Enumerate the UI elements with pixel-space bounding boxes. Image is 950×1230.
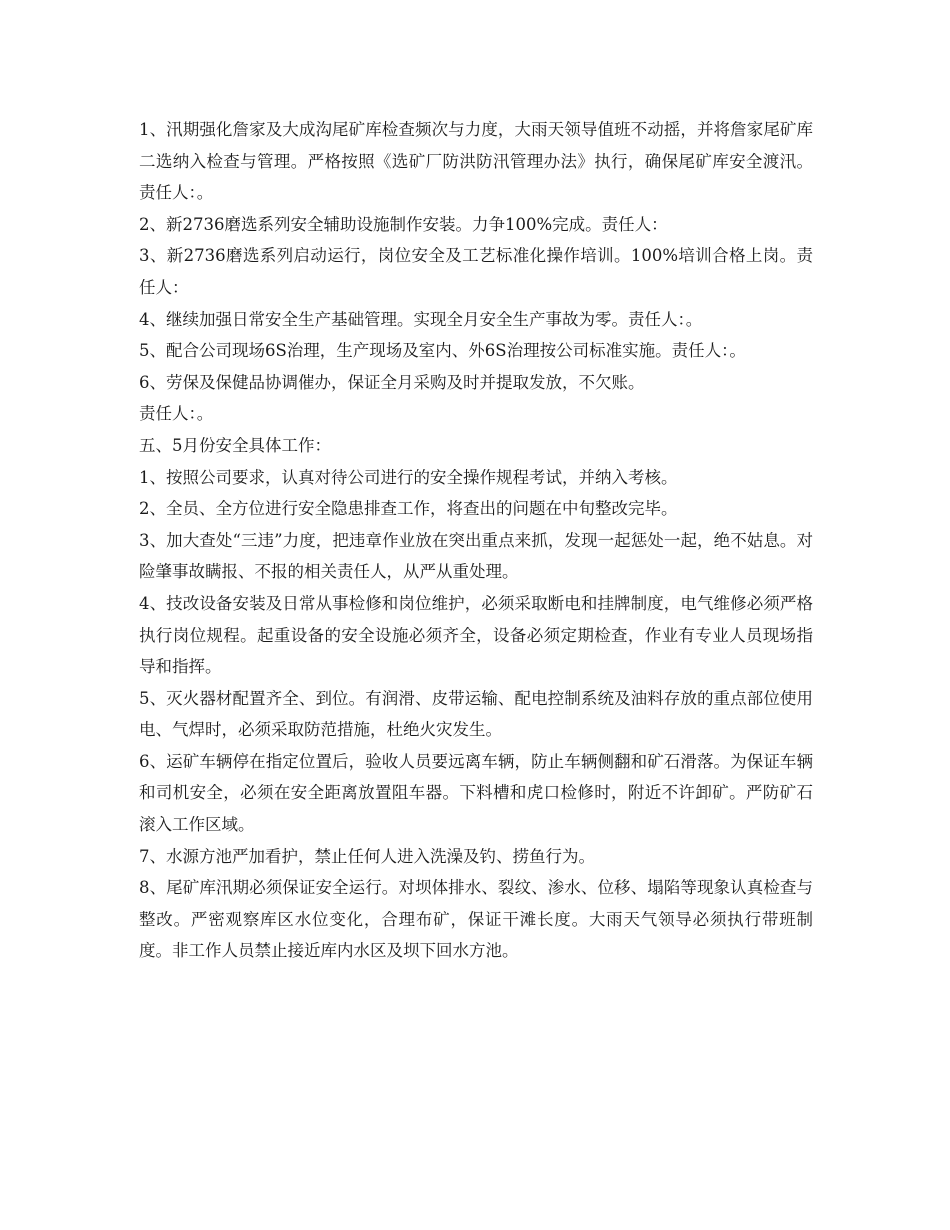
paragraph-safety-facility-install: 2、新2736磨选系列安全辅助设施制作安装。力争100%完成。责任人： xyxy=(139,214,668,234)
paragraph-three-violations: 3、加大查处“三违”力度，把违章作业放在突出重点来抓，发现一起惩处一起，绝不姑息。对险肇事故瞒报、不报的相关责任人，从严从重处理。 xyxy=(139,530,813,582)
paragraph-daily-safety-management: 4、继续加强日常安全生产基础管理。实现全月安全生产事故为零。责任人：。 xyxy=(139,309,703,329)
paragraph-safety-exam: 1、按照公司要求，认真对待公司进行的安全操作规程考试，并纳入考核。 xyxy=(139,467,678,487)
paragraph-ore-vehicles: 6、运矿车辆停在指定位置后，验收人员要远离车辆，防止车辆侧翻和矿石滑落。为保证车辆和司机安全，必须在安全距离放置阻车器。下料槽和虎口检修时，附近不许卸矿。严防矿石滚入工作区域。 xyxy=(139,751,813,835)
section-heading-may-safety-work: 五、5月份安全具体工作： xyxy=(139,435,331,455)
paragraph-responsible-person: 责任人：。 xyxy=(139,404,214,424)
paragraph-hazard-inspection: 2、全员、全方位进行安全隐患排查工作，将查出的问题在中旬整改完毕。 xyxy=(139,499,678,519)
paragraph-tailings-flood-season: 8、尾矿库汛期必须保证安全运行。对坝体排水、裂纹、渗水、位移、塌陷等现象认真检查与整改。严密观察库区水位变化，合理布矿，保证干滩长度。大雨天气领导必须执行带班制度。非工作人员禁止接近库内水区及坝下回水方池。 xyxy=(139,878,813,961)
paragraph-flood-season-inspection: 1、汛期强化詹家及大成沟尾矿库检查频次与力度，大雨天领导值班不动摇，并将詹家尾矿库二选纳入检查与管理。严格按照《选矿厂防洪防汛管理办法》执行，确保尾矿库安全渡汛。责任人：。 xyxy=(139,120,813,203)
paragraph-6s-governance: 5、配合公司现场6S治理，生产现场及室内、外6S治理按公司标准实施。责任人：。 xyxy=(139,341,746,361)
paragraph-water-pool: 7、水源方池严加看护，禁止任何人进入洗澡及钓、捞鱼行为。 xyxy=(139,846,595,866)
paragraph-fire-equipment: 5、灭火器材配置齐全、到位。有润滑、皮带运输、配电控制系统及油料存放的重点部位使用电、气焊时，必须采取防范措施，杜绝火灾发生。 xyxy=(139,688,813,740)
paragraph-equipment-maintenance: 4、技改设备安装及日常从事检修和岗位维护，必须采取断电和挂牌制度，电气维修必须严格执行岗位规程。起重设备的安全设施必须齐全，设备必须定期检查，作业有专业人员现场指导和指挥。 xyxy=(139,593,813,677)
paragraph-labor-protection: 6、劳保及保健品协调催办，保证全月采购及时并提取发放，不欠账。 xyxy=(139,372,645,392)
document-body xyxy=(139,114,813,967)
paragraph-startup-training: 3、新2736磨选系列启动运行，岗位安全及工艺标准化操作培训。100%培训合格上岗。责任人： xyxy=(139,246,813,297)
